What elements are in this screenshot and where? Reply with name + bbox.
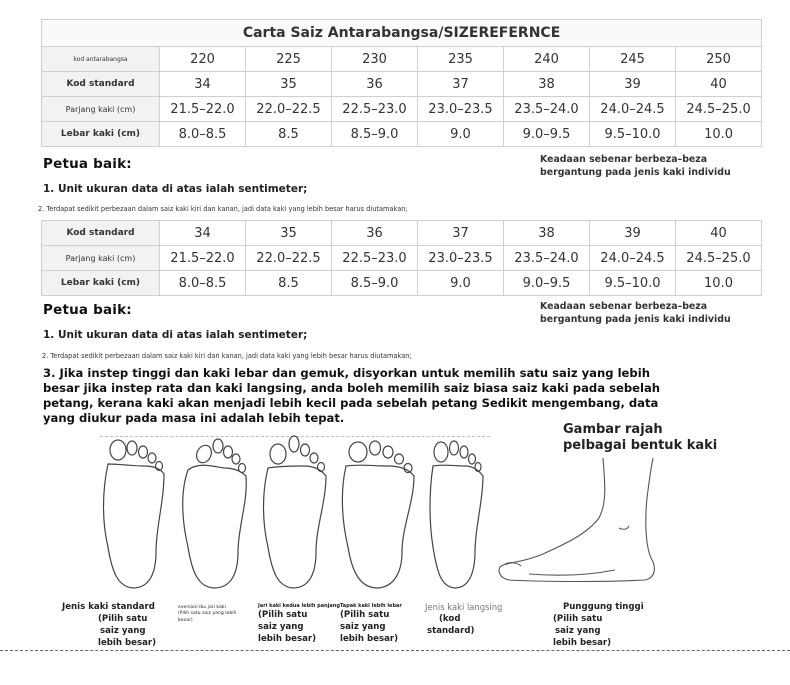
table-cell: 235 <box>418 47 504 72</box>
table-row <box>42 122 762 147</box>
table-cell: 35 <box>246 221 332 246</box>
long-second-toe-foot-illustration <box>258 432 330 592</box>
table-row <box>42 246 762 271</box>
table-cell: 23.5–24.0 <box>504 97 590 122</box>
row-label: Lebar kaki (cm) <box>42 122 160 147</box>
table-cell: 10.0 <box>676 271 762 296</box>
caption-line: Tapak kaki lebih lebar <box>340 603 402 609</box>
table-cell: 23.5–24.0 <box>504 246 590 271</box>
row-label: Lebar kaki (cm) <box>42 271 160 296</box>
table-cell: 22.5–23.0 <box>332 246 418 271</box>
chart-title: Carta Saiz Antarabangsa/SIZEREFERNCE <box>42 20 762 47</box>
tip-unit: 1. Unit ukuran data di atas ialah sentimeter; <box>43 329 308 341</box>
table-cell: 24.5–25.0 <box>676 246 762 271</box>
table-cell: 9.5–10.0 <box>590 271 676 296</box>
table-cell: 23.0–23.5 <box>418 97 504 122</box>
note-line: bergantung pada jenis kaki individu <box>540 314 731 325</box>
table-cell: 21.5–22.0 <box>160 246 246 271</box>
caption-line: saiz yang <box>340 622 386 633</box>
caption-line: eversion ibu jari kaki <box>178 605 226 610</box>
caption-line: Jenis kaki langsing <box>425 602 503 612</box>
table-cell: 9.0–9.5 <box>504 271 590 296</box>
note-text <box>540 153 750 179</box>
table-cell: 37 <box>418 221 504 246</box>
caption-standard-foot <box>62 601 156 649</box>
table-cell: 39 <box>590 72 676 97</box>
tips-heading: Petua baik: <box>43 302 132 318</box>
table-cell: 230 <box>332 47 418 72</box>
caption-line: lebih besar) <box>553 638 612 648</box>
table-cell: 24.0–24.5 <box>590 246 676 271</box>
caption-slim-foot <box>425 601 502 637</box>
size-chart-table-1 <box>41 19 762 147</box>
caption-line: saiz yang <box>100 626 146 636</box>
tip-unit: 1. Unit ukuran data di atas ialah sentimeter; <box>43 183 308 195</box>
table-cell: 8.5–9.0 <box>332 271 418 296</box>
table-cell: 38 <box>504 221 590 246</box>
row-label: Parjang kaki (cm) <box>42 246 160 271</box>
caption-line: lebih besar) <box>98 638 157 648</box>
table-cell: 40 <box>676 221 762 246</box>
table-cell: 21.5–22.0 <box>160 97 246 122</box>
heading-line: Gambar rajah <box>563 422 663 437</box>
table-cell: 36 <box>332 72 418 97</box>
table-cell: 35 <box>246 72 332 97</box>
table-cell: 245 <box>590 47 676 72</box>
table-cell: 9.0–9.5 <box>504 122 590 147</box>
caption-line: saiz yang <box>555 626 601 636</box>
table-row <box>42 271 762 296</box>
table-cell: 220 <box>160 47 246 72</box>
table-cell: 9.0 <box>418 122 504 147</box>
table-cell: 8.0–8.5 <box>160 271 246 296</box>
tip-left-right: 2. Terdapat sedikit perbezaan dalam saiz kaki kiri dan kanan, jadi data kaki yang lebih besar harus diutamakan; <box>38 205 408 213</box>
caption-line: Jari kaki kedua lebih panjang <box>258 603 340 609</box>
caption-bunion-foot <box>178 605 236 624</box>
caption-high-instep <box>553 601 644 649</box>
table-cell: 9.5–10.0 <box>590 122 676 147</box>
caption-line: (Pilih satu <box>258 610 308 621</box>
caption-line: saiz yang <box>258 622 304 633</box>
caption-line: lebih besar) <box>258 634 317 645</box>
caption-line: (Pilih satu <box>340 610 390 621</box>
caption-line: (kod <box>439 614 461 624</box>
table-row <box>42 97 762 122</box>
note-text <box>540 300 750 326</box>
foot-shapes-heading <box>563 422 733 454</box>
caption-line: besar) <box>178 617 193 623</box>
table-cell: 24.0–24.5 <box>590 97 676 122</box>
note-line: Keadaan sebenar berbeza–beza <box>540 301 708 312</box>
table-cell: 39 <box>590 221 676 246</box>
table-cell: 8.5 <box>246 271 332 296</box>
table-row <box>42 47 762 72</box>
bottom-dashed-divider <box>0 650 790 651</box>
size-chart-table-2 <box>41 220 762 296</box>
table-cell: 10.0 <box>676 122 762 147</box>
caption-line: (Pilih satu <box>553 614 603 624</box>
caption-line: Jenis kaki standard <box>62 602 155 612</box>
table-cell: 8.5–9.0 <box>332 122 418 147</box>
table-cell: 34 <box>160 72 246 97</box>
table-cell: 9.0 <box>418 271 504 296</box>
caption-wide-foot <box>340 603 402 645</box>
high-instep-foot-illustration <box>495 458 675 588</box>
row-label: Parjang kaki (cm) <box>42 97 160 122</box>
caption-line: (Pilih satu <box>98 614 148 624</box>
row-label: Kod standard <box>42 72 160 97</box>
caption-line: lebih besar) <box>340 634 399 645</box>
caption-line: Punggung tinggi <box>563 602 644 612</box>
table-cell: 22.5–23.0 <box>332 97 418 122</box>
caption-line: (Pilih satu saiz yang lebih <box>178 611 237 617</box>
table-cell: 8.5 <box>246 122 332 147</box>
table-row <box>42 221 762 246</box>
table-cell: 240 <box>504 47 590 72</box>
table-cell: 250 <box>676 47 762 72</box>
table-cell: 40 <box>676 72 762 97</box>
bunion-foot-illustration <box>178 432 250 592</box>
row-label: Kod standard <box>42 221 160 246</box>
slim-foot-illustration <box>425 432 487 592</box>
table-cell: 24.5–25.0 <box>676 97 762 122</box>
tip-instep: 3. Jika instep tinggi dan kaki lebar dan gemuk, disyorkan untuk memilih satu saiz yang lebih besar jika instep rata dan kaki langsing, anda boleh memilih saiz biasa saiz kaki pada sebelah petang, kerana kaki akan menjadi lebih kecil pada sebelah petang Sedikit mengembang, data yang diukur pada masa ini adalah lebih tepat. <box>43 366 661 425</box>
tip-left-right: 2. Terdapat sedikit perbezaan dalam saiz kaki kiri dan kanan, jadi data kaki yang lebih besar harus diutamakan; <box>42 352 412 360</box>
table-cell: 8.0–8.5 <box>160 122 246 147</box>
wide-foot-illustration <box>338 432 418 592</box>
table-row <box>42 72 762 97</box>
table-cell: 34 <box>160 221 246 246</box>
table-cell: 23.0–23.5 <box>418 246 504 271</box>
note-line: bergantung pada jenis kaki individu <box>540 167 731 178</box>
tips-heading: Petua baik: <box>43 156 132 172</box>
table-cell: 22.0–22.5 <box>246 97 332 122</box>
caption-line: standard) <box>427 626 475 636</box>
table-title-row <box>42 20 762 47</box>
table-cell: 36 <box>332 221 418 246</box>
standard-foot-illustration <box>98 432 168 592</box>
caption-long-second-toe <box>258 603 340 645</box>
row-label: kod antarabangsa <box>42 47 160 72</box>
table-cell: 225 <box>246 47 332 72</box>
note-line: Keadaan sebenar berbeza–beza <box>540 154 708 165</box>
heading-line: pelbagai bentuk kaki <box>563 438 718 453</box>
table-cell: 22.0–22.5 <box>246 246 332 271</box>
table-cell: 37 <box>418 72 504 97</box>
table-cell: 38 <box>504 72 590 97</box>
